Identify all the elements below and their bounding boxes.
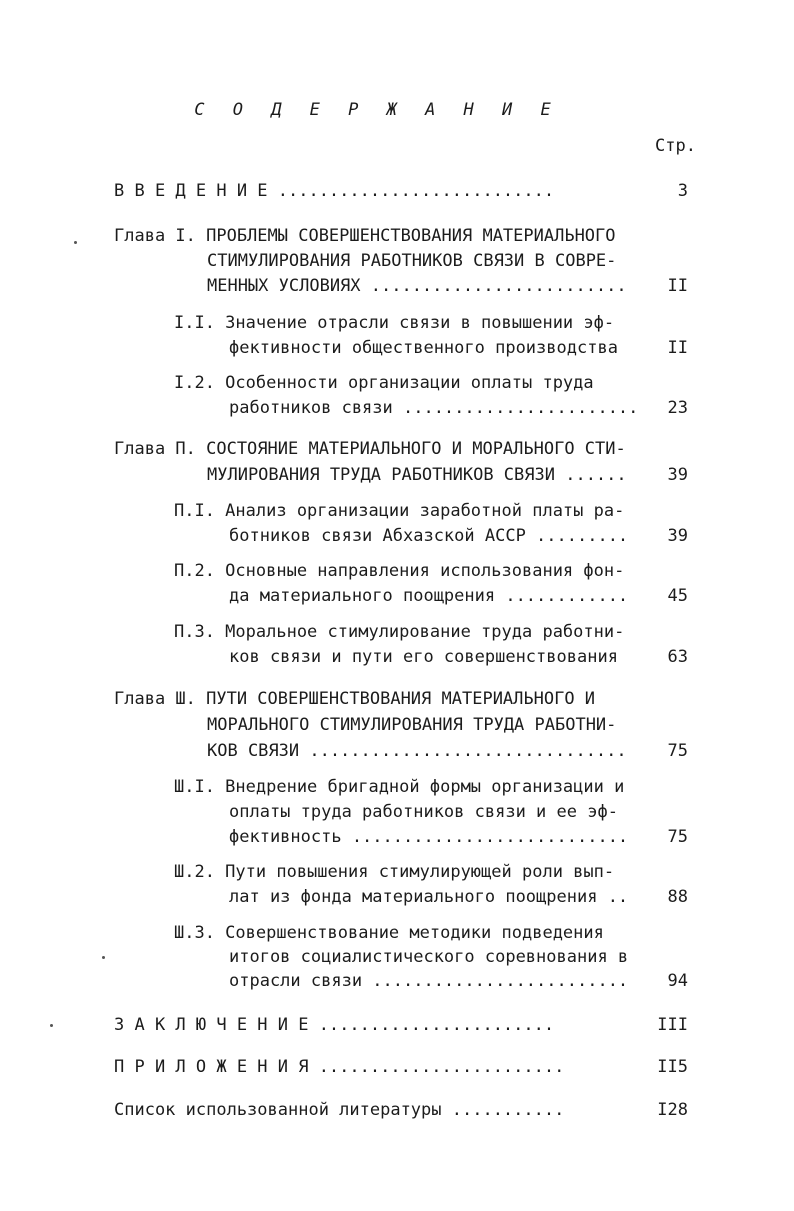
toc-section-3-3-cont: итогов социалистического соревнования в [229,947,629,967]
toc-section-1-2: I.2. Особенности организации оплаты труда [174,373,594,393]
toc-page-number: 45 [667,586,688,606]
toc-chapter-3-title-cont: КОВ СВЯЗИ ............................... [207,741,627,761]
toc-section-1-1: I.I. Значение отрасли связи в повышении эф- [174,313,615,333]
toc-chapter-1-title: Глава I. ПРОБЛЕМЫ СОВЕРШЕНСТВОВАНИЯ МАТЕРИАЛЬНОГО [114,226,616,246]
toc-page-number: 63 [667,647,688,667]
toc-page-number: 39 [667,526,688,546]
toc-page-number: 39 [667,465,688,485]
toc-section-2-1-cont: ботников связи Абхазской АССР ......... [229,526,629,546]
toc-chapter-3-title-cont: МОРАЛЬНОГО СТИМУЛИРОВАНИЯ ТРУДА РАБОТНИ- [207,715,617,735]
toc-section-2-2-cont: да материального поощрения ............ [229,586,629,606]
scan-speck [102,956,105,959]
toc-page-number: 75 [667,827,688,847]
toc-section-2-3: П.3. Моральное стимулирование труда работни- [174,622,625,642]
toc-page-number: 88 [667,887,688,907]
toc-page-number: II [667,338,688,358]
toc-entry-bibliography: Список использованной литературы ........... [114,1100,565,1120]
scan-speck [74,241,77,244]
toc-page-number: 23 [667,398,688,418]
toc-chapter-2-title-cont: МУЛИРОВАНИЯ ТРУДА РАБОТНИКОВ СВЯЗИ ...... [207,465,627,485]
toc-section-2-2: П.2. Основные направления использования фон- [174,561,625,581]
toc-section-2-1: П.I. Анализ организации заработной платы ра- [174,501,625,521]
toc-section-1-2-cont: работников связи ....................... [229,398,639,418]
toc-page-number: 94 [667,971,688,991]
toc-page-number: 3 [677,181,688,201]
toc-chapter-1-title-cont: СТИМУЛИРОВАНИЯ РАБОТНИКОВ СВЯЗИ В СОВРЕ- [207,251,617,271]
toc-entry-introduction: В В Е Д Е Н И Е ........................... [114,181,555,201]
toc-section-2-3-cont: ков связи и пути его совершенствования [229,647,618,667]
toc-chapter-1-title-cont: МЕННЫХ УСЛОВИЯХ ......................... [207,276,627,296]
page-title: С О Д Е Р Ж А Н И Е [194,100,560,120]
toc-page-number: I28 [657,1100,688,1120]
toc-section-3-3: Ш.3. Совершенствование методики подведения [174,923,604,943]
toc-entry-conclusion: З А К Л Ю Ч Е Н И Е ....................... [114,1015,555,1035]
toc-section-3-2: Ш.2. Пути повышения стимулирующей роли вып- [174,862,615,882]
toc-page-number: II5 [657,1057,688,1077]
toc-page-number: III [657,1015,688,1035]
toc-section-3-2-cont: лат из фонда материального поощрения .. [229,887,629,907]
toc-section-3-1: Ш.I. Внедрение бригадной формы организации и [174,777,625,797]
toc-section-3-1-cont: оплаты труда работников связи и ее эф- [229,802,618,822]
toc-section-1-1-cont: фективности общественного производства [229,338,618,358]
page-column-label: Стр. [655,136,696,156]
toc-section-3-3-cont: отрасли связи ......................... [229,971,629,991]
toc-entry-appendices: П Р И Л О Ж Е Н И Я ........................ [114,1057,565,1077]
toc-page-number: II [667,276,688,296]
toc-chapter-2-title: Глава П. СОСТОЯНИЕ МАТЕРИАЛЬНОГО И МОРАЛЬНОГО СТИ- [114,439,626,459]
scan-speck [50,1024,53,1027]
toc-chapter-3-title: Глава Ш. ПУТИ СОВЕРШЕНСТВОВАНИЯ МАТЕРИАЛЬНОГО И [114,689,596,709]
toc-page-number: 75 [667,741,688,761]
toc-section-3-1-cont: фективность ........................... [229,827,629,847]
